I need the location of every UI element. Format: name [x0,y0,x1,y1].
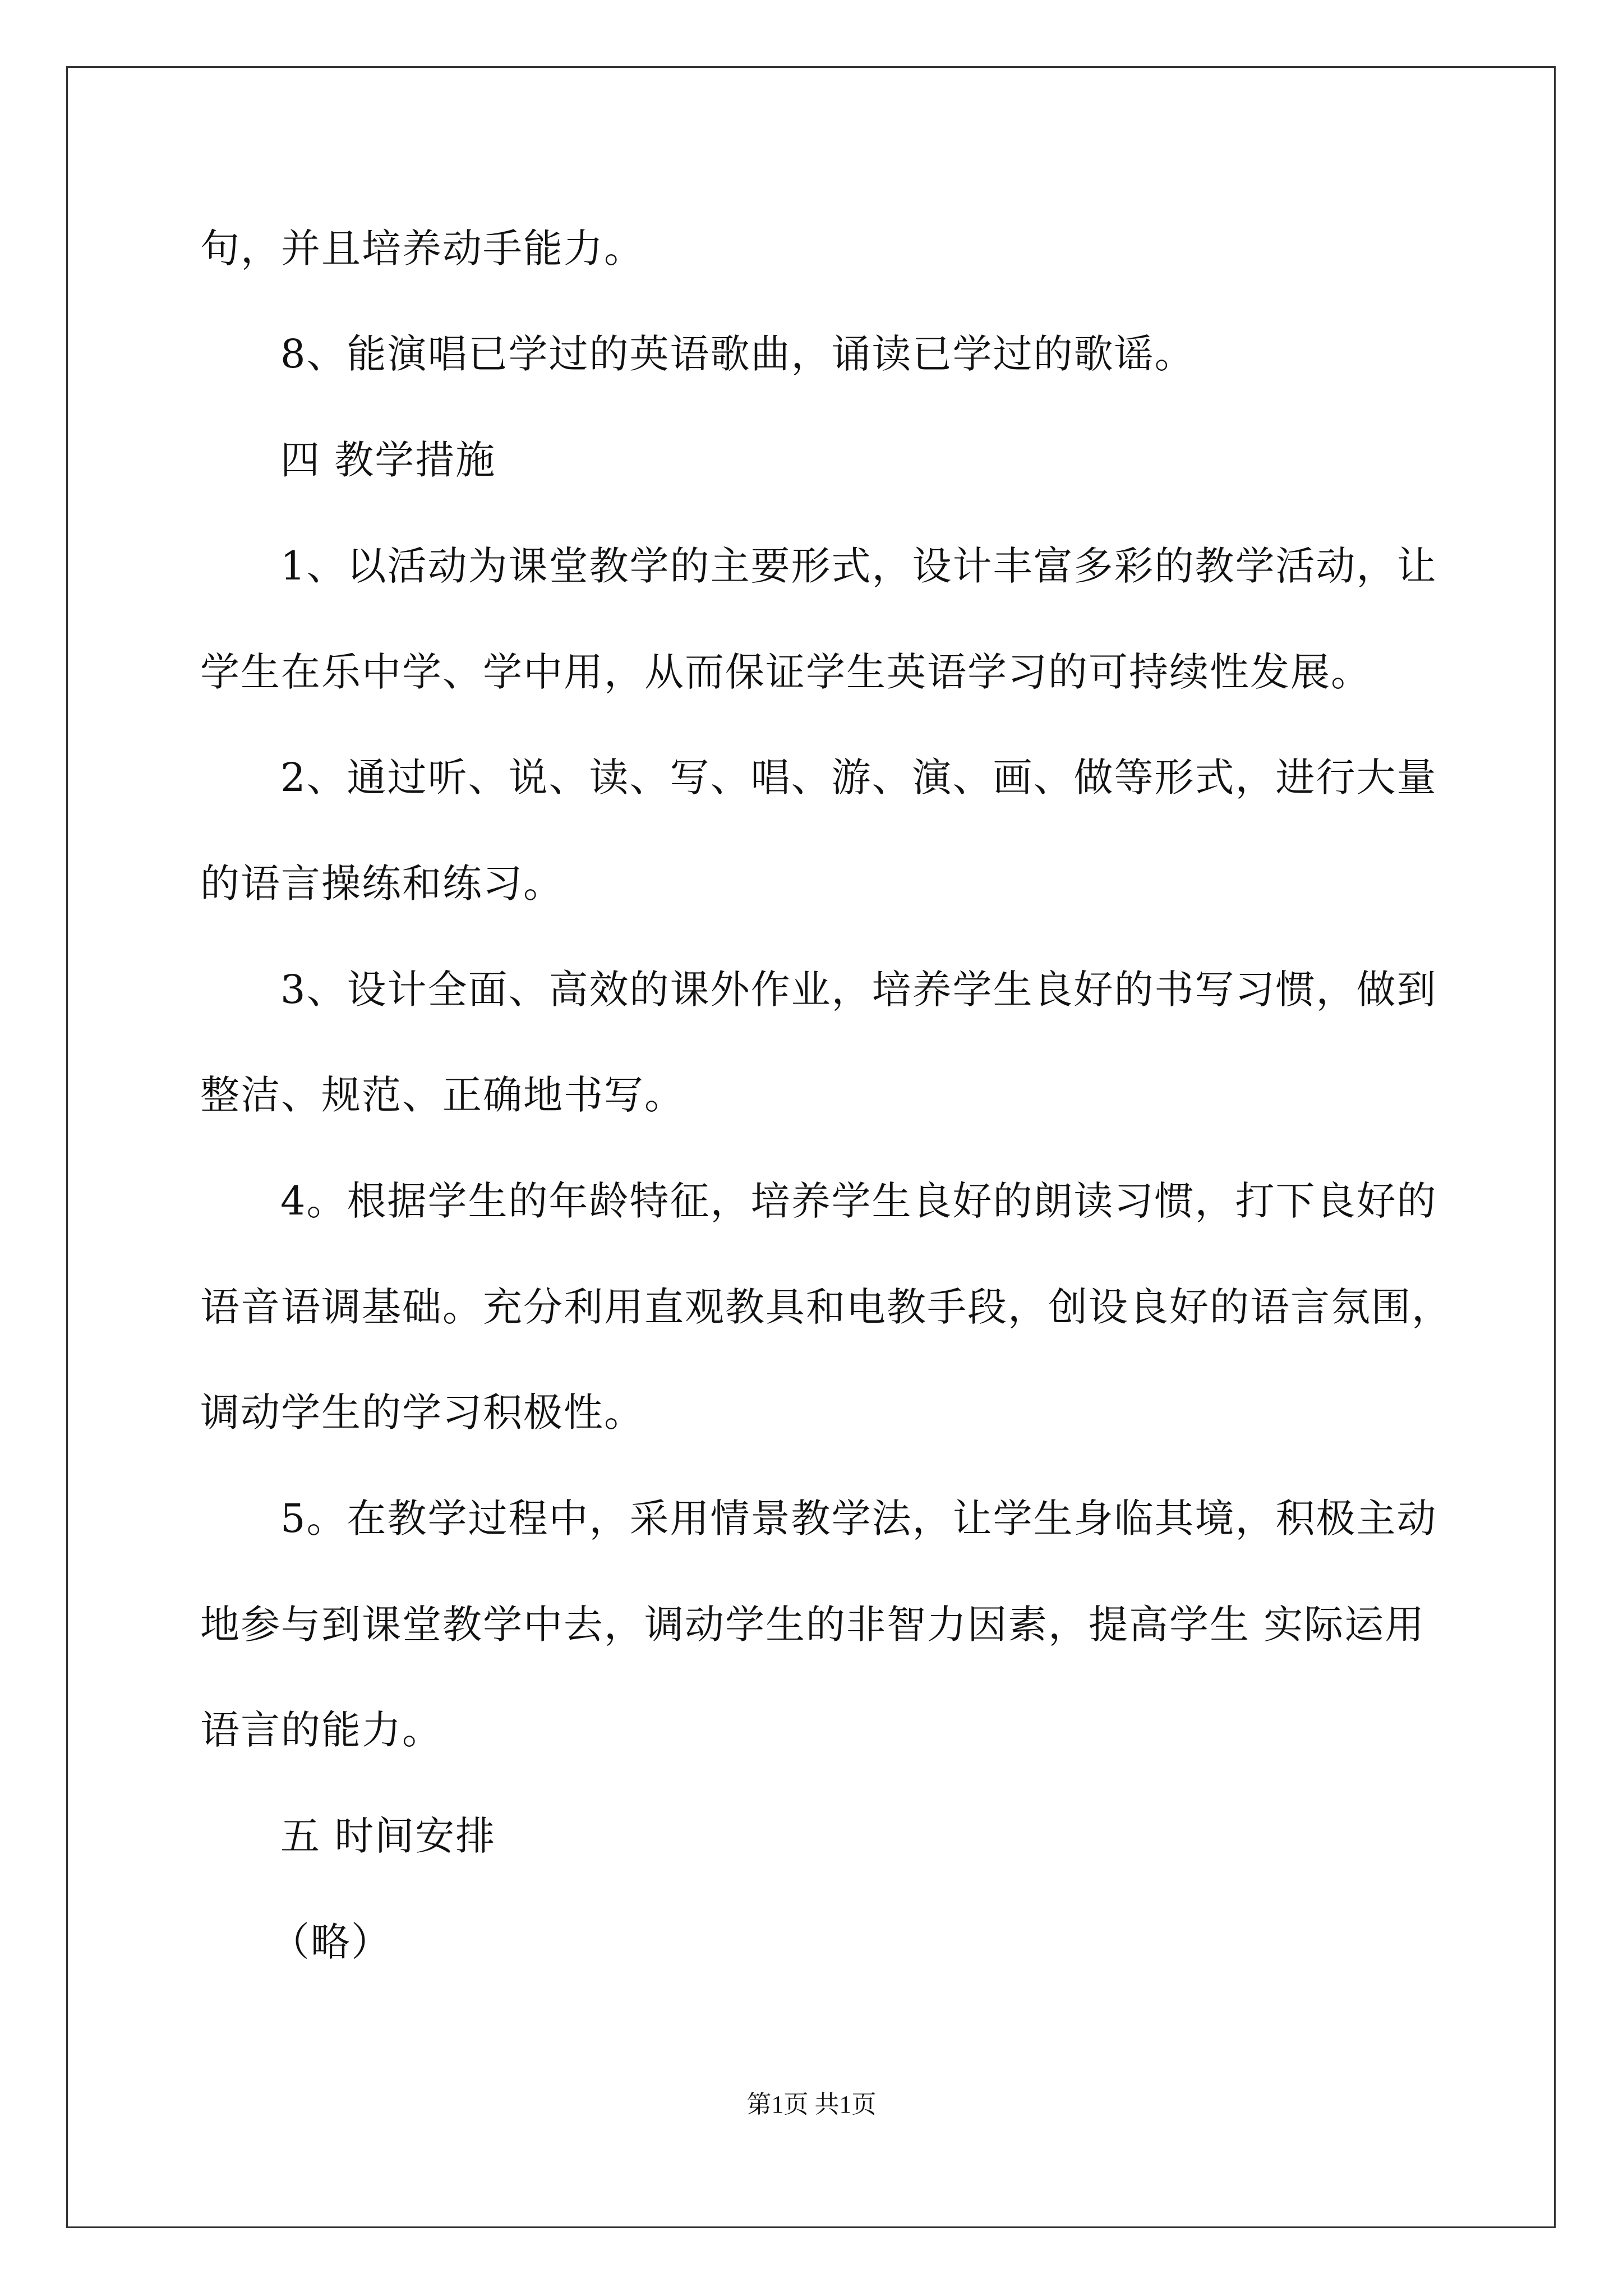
paragraph-line: 地参与到课堂教学中去，调动学生的非智力因素，提高学生 实际运用 [200,1602,1426,1648]
paragraph-line: 语音语调基础。充分利用直观教具和电教手段，创设良好的语言氛围， [200,1284,1452,1330]
list-item-1: 1、以活动为课堂教学的主要形式，设计丰富多彩的教学活动，让 [280,543,1437,589]
paragraph-line: 学生在乐中学、学中用，从而保证学生英语学习的可持续性发展。 [200,649,1371,695]
paragraph-line: 整洁、规范、正确地书写。 [200,1072,685,1118]
section-heading-5: 五 时间安排 [280,1813,496,1859]
list-item-4: 4。根据学生的年龄特征，培养学生良好的朗读习惯，打下良好的 [280,1178,1437,1224]
paragraph-line: 调动学生的学习积极性。 [200,1389,644,1435]
paragraph-line: 的语言操练和练习。 [200,861,564,907]
list-item-2: 2、通过听、说、读、写、唱、游、演、画、做等形式，进行大量 [280,754,1437,800]
paragraph-line: 句，并且培养动手能力。 [200,226,644,272]
section-heading-4: 四 教学措施 [280,437,496,483]
paragraph-line: （略） [270,1919,391,1965]
page-number-footer: 第1页 共1页 [746,2091,877,2118]
list-item-3: 3、设计全面、高效的课外作业，培养学生良好的书写习惯，做到 [280,967,1437,1013]
list-item-8: 8、能演唱已学过的英语歌曲，诵读已学过的歌谣。 [280,331,1195,377]
paragraph-line: 语言的能力。 [200,1707,442,1753]
page-border [66,66,1556,2228]
list-item-5: 5。在教学过程中，采用情景教学法，让学生身临其境，积极主动 [280,1496,1437,1542]
